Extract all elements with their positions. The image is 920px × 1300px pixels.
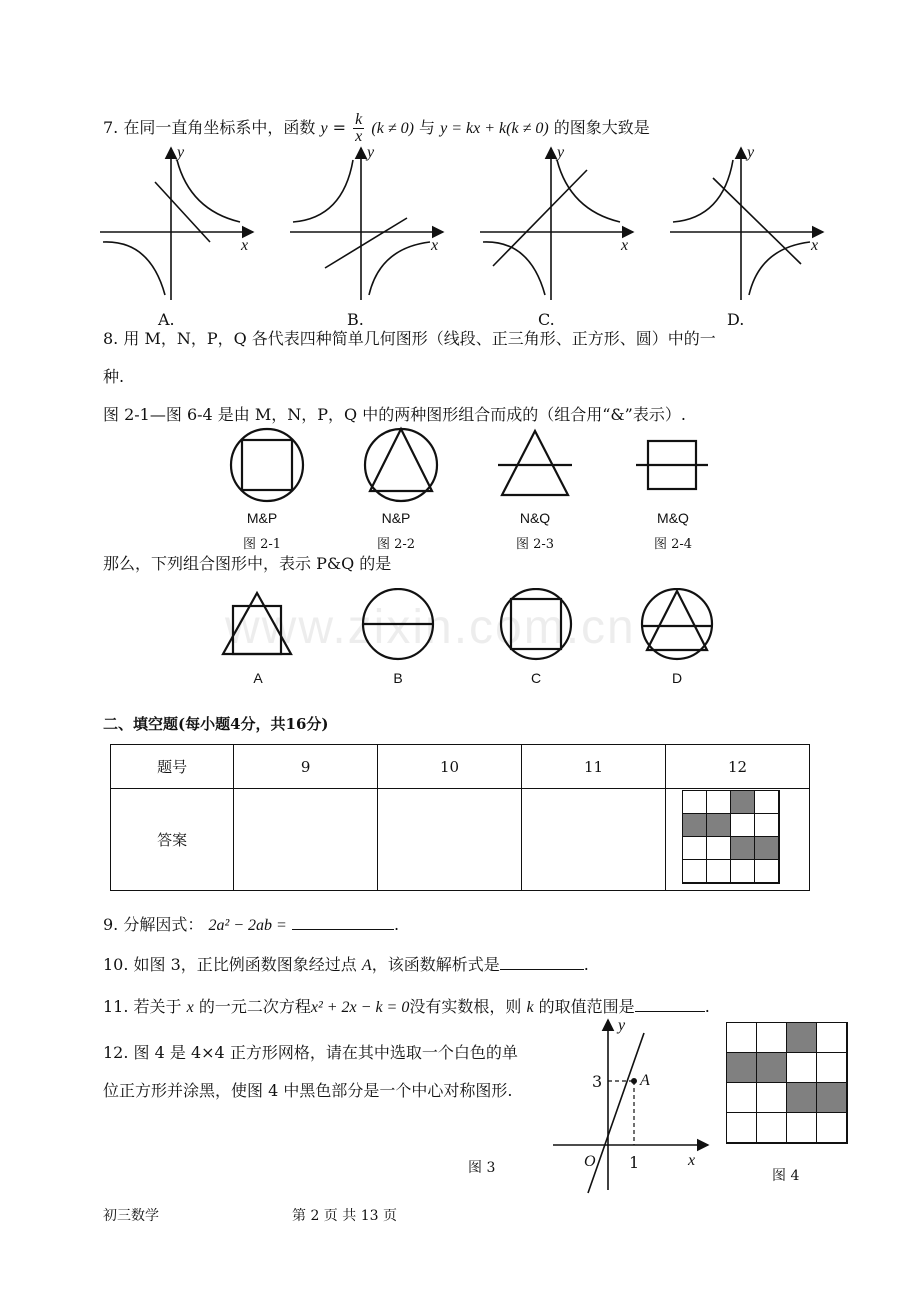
fig-2-3-label: N&Q — [519, 510, 551, 526]
grid-cell[interactable] — [730, 859, 755, 883]
fig-2-4-caption: 图 2-4 — [653, 537, 693, 552]
grid-cell[interactable] — [816, 1082, 847, 1113]
graph-d — [670, 148, 823, 300]
answer-cell-9[interactable] — [234, 789, 378, 891]
q8-question: 那么，下列组合图形中，表示 P&Q 的是 — [103, 554, 392, 573]
graph-b-x-label: x — [431, 237, 439, 254]
q11-var-k: k — [526, 999, 534, 1016]
grid-cell[interactable] — [756, 1082, 787, 1113]
answer-grid-small[interactable] — [682, 790, 780, 884]
q7-frac-num: k — [355, 111, 363, 128]
grid-cell[interactable] — [754, 859, 779, 883]
fig3-x-label: x — [688, 1152, 696, 1169]
grid-cell[interactable] — [786, 1022, 817, 1053]
q12-line2: 位正方形并涂黑，使图 4 中黑色部分是一个中心对称图形. — [103, 1081, 513, 1100]
fig4-caption: 图 4 — [772, 1168, 800, 1184]
q8-example-figures — [220, 425, 720, 510]
fig-2-1 — [231, 429, 303, 501]
q11-text4: 的取值范围是 — [538, 997, 635, 1016]
fig3-caption: 图 3 — [468, 1160, 496, 1176]
grid-cell[interactable] — [730, 790, 755, 814]
graph-b — [290, 148, 443, 300]
grid-cell[interactable] — [706, 859, 731, 883]
fig-2-2 — [365, 429, 437, 501]
grid-cell[interactable] — [682, 790, 707, 814]
grid-cell[interactable] — [756, 1112, 787, 1143]
q11-blank[interactable] — [635, 995, 705, 1012]
answer-cell-11[interactable] — [522, 789, 666, 891]
table-number-11: 11 — [522, 745, 666, 789]
grid-cell[interactable] — [754, 813, 779, 837]
q7-frac-den: x — [355, 128, 363, 145]
q11-text: 11. 若关于 — [103, 997, 182, 1016]
grid-cell[interactable] — [726, 1022, 757, 1053]
graph-c-y-label: y — [557, 144, 565, 161]
fig-2-3-caption: 图 2-3 — [515, 537, 555, 552]
fig-2-4-label: M&Q — [657, 510, 689, 526]
grid-cell[interactable] — [816, 1052, 847, 1083]
option-a-label: A. — [158, 310, 175, 329]
fig-2-3 — [498, 431, 572, 495]
choice-b-figure — [363, 589, 433, 659]
grid-cell[interactable] — [682, 836, 707, 860]
section-2-title: 二、填空题(每小题4分，共16分) — [103, 715, 329, 733]
grid-cell[interactable] — [682, 859, 707, 883]
q10-point: A — [361, 957, 372, 974]
choice-a-label: A — [253, 670, 263, 686]
answer-cell-10[interactable] — [378, 789, 522, 891]
q7-mid: 与 — [419, 118, 436, 137]
graph-b-y-label: y — [367, 144, 375, 161]
grid-cell[interactable] — [726, 1112, 757, 1143]
watermark: www.zixin.com.cn — [225, 601, 636, 654]
grid-cell[interactable] — [754, 836, 779, 860]
q10-text2: ，该函数解析式是 — [371, 955, 500, 974]
fig3-point-a-label: A — [640, 1072, 650, 1089]
q10-blank[interactable] — [500, 953, 584, 970]
table-number-9: 9 — [234, 745, 378, 789]
grid-cell[interactable] — [730, 813, 755, 837]
q9-text: 9. 分解因式： — [103, 915, 204, 934]
q8-choice-figures — [215, 588, 725, 668]
graph-c — [480, 148, 633, 300]
choice-c-label: C — [530, 670, 542, 686]
q11-expr: x² + 2x − k = 0 — [310, 999, 410, 1016]
graph-c-x-label: x — [621, 237, 629, 254]
q7-graphs — [95, 140, 835, 310]
grid-cell[interactable] — [726, 1052, 757, 1083]
footer-page-number: 第 2 页 共 13 页 — [292, 1208, 397, 1224]
q7-y: y — [320, 120, 328, 137]
choice-c-figure — [501, 589, 571, 659]
q10-text: 10. 如图 3，正比例函数图象经过点 — [103, 955, 357, 974]
footer-subject: 初三数学 — [103, 1208, 159, 1224]
grid-cell[interactable] — [682, 813, 707, 837]
fig-2-2-label: N&P — [381, 510, 411, 526]
fig-2-4 — [636, 441, 708, 489]
q10 — [103, 953, 589, 977]
option-c-label: C. — [538, 310, 555, 329]
q8-line1: 8. 用 M，N，P，Q 各代表四种简单几何图形（线段、正三角形、正方形、圆）中的一 — [103, 329, 716, 348]
fig3-three-label: 3 — [592, 1072, 603, 1091]
grid-cell[interactable] — [730, 836, 755, 860]
grid-cell[interactable] — [706, 813, 731, 837]
grid-cell[interactable] — [756, 1052, 787, 1083]
fig3-one-label: 1 — [629, 1153, 640, 1172]
table-answer-label: 答案 — [111, 789, 234, 891]
table-header-label: 题号 — [111, 745, 234, 789]
q9 — [103, 913, 399, 937]
fig3-y-label: y — [618, 1017, 626, 1034]
fig3-origin-label: O — [584, 1153, 596, 1170]
q7-cond1: (k ≠ 0) — [371, 120, 414, 137]
table-number-10: 10 — [378, 745, 522, 789]
grid-cell[interactable] — [786, 1112, 817, 1143]
choice-d-label: D — [671, 670, 683, 686]
q8-line3: 图 2-1—图 6-4 是由 M，N，P，Q 中的两种图形组合而成的（组合用“&”表示）. — [103, 405, 686, 424]
fig-2-2-caption: 图 2-2 — [376, 537, 416, 552]
graph-d-x-label: x — [811, 237, 819, 254]
grid-cell[interactable] — [754, 790, 779, 814]
q11-text2: 的一元二次方程 — [198, 997, 311, 1016]
figure-3-graph — [548, 1015, 718, 1200]
figure-4-grid[interactable] — [726, 1022, 848, 1144]
grid-cell[interactable] — [726, 1082, 757, 1113]
grid-cell[interactable] — [786, 1052, 817, 1083]
q9-blank[interactable] — [292, 913, 394, 930]
graph-a-y-label: y — [177, 144, 185, 161]
fig-2-1-label: M&P — [246, 510, 278, 526]
q9-end: . — [393, 915, 400, 934]
q7-suffix: 的图象大致是 — [553, 118, 650, 137]
grid-cell[interactable] — [756, 1022, 787, 1053]
choice-d-figure — [642, 589, 712, 659]
option-b-label: B. — [347, 310, 364, 329]
grid-cell[interactable] — [816, 1112, 847, 1143]
graph-a — [100, 148, 253, 300]
table-number-12: 12 — [666, 745, 810, 789]
q11-end: . — [704, 997, 710, 1016]
q8-line2: 种. — [103, 367, 125, 386]
fig-2-1-caption: 图 2-1 — [242, 537, 282, 552]
grid-cell[interactable] — [706, 790, 731, 814]
q10-end: . — [583, 955, 589, 974]
q9-expr: 2a² − 2ab = — [208, 917, 287, 934]
q11-text3: 没有实数根，则 — [409, 997, 522, 1016]
graph-a-x-label: x — [241, 237, 249, 254]
q7-expr2: y = kx + k(k ≠ 0) — [440, 120, 549, 137]
q11-var-x: x — [186, 999, 194, 1016]
graph-d-y-label: y — [747, 144, 755, 161]
grid-cell[interactable] — [786, 1082, 817, 1113]
grid-cell[interactable] — [816, 1022, 847, 1053]
q7-prefix: 7. 在同一直角坐标系中，函数 — [103, 118, 316, 137]
choice-b-label: B — [393, 670, 403, 686]
grid-cell[interactable] — [706, 836, 731, 860]
option-d-label: D. — [727, 310, 745, 329]
choice-a-figure — [223, 593, 291, 654]
q12-line1: 12. 图 4 是 4×4 正方形网格，请在其中选取一个白色的单 — [103, 1043, 518, 1062]
q7-eq: = — [332, 118, 347, 137]
